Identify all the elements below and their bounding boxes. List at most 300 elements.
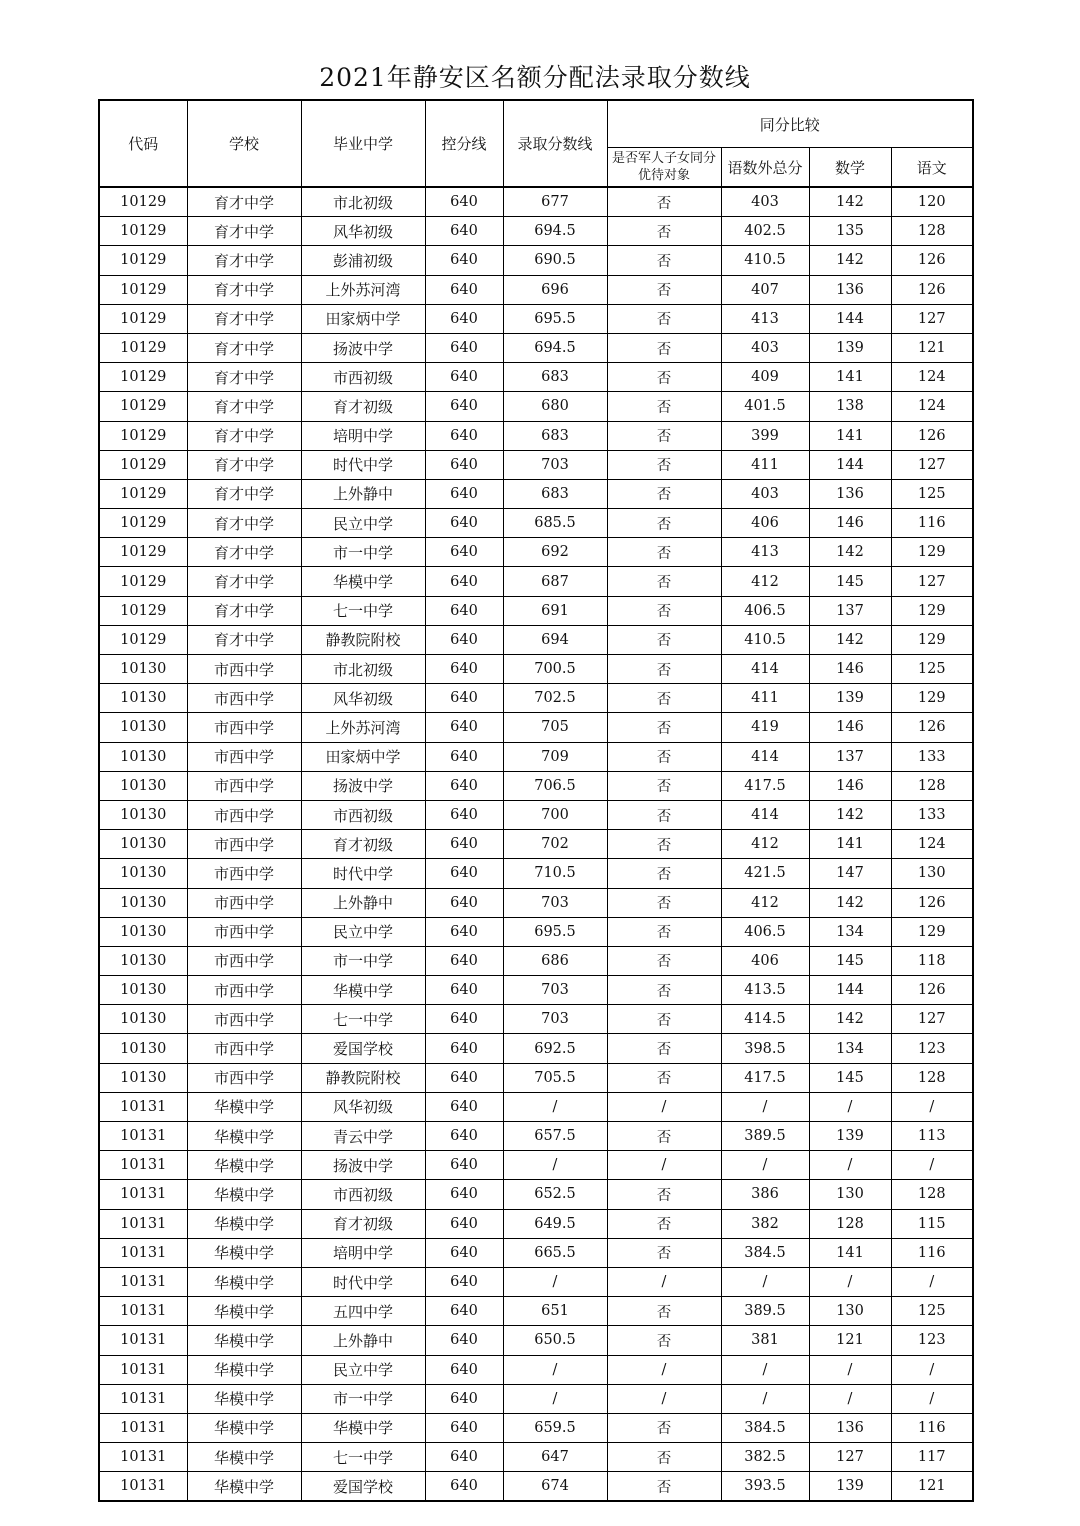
cell-admission-score: 647 [503, 1443, 607, 1472]
cell-control-line: 640 [425, 830, 503, 859]
cell-control-line: 640 [425, 246, 503, 275]
cell-math: 142 [809, 187, 891, 217]
cell-admission-score: 692.5 [503, 1034, 607, 1063]
cell-chinese: / [891, 1355, 973, 1384]
cell-math: 142 [809, 625, 891, 654]
cell-school: 市西中学 [187, 830, 301, 859]
cell-control-line: 640 [425, 1092, 503, 1121]
cell-grad-school: 培明中学 [301, 421, 425, 450]
table-row [99, 509, 973, 538]
cell-admission-score: / [503, 1092, 607, 1121]
cell-math: 142 [809, 1005, 891, 1034]
cell-control-line: 640 [425, 333, 503, 362]
table-row [99, 275, 973, 304]
cell-chinese: 115 [891, 1209, 973, 1238]
cell-control-line: 640 [425, 304, 503, 333]
cell-admission-score: 652.5 [503, 1180, 607, 1209]
cell-code: 10129 [99, 450, 187, 479]
cell-control-line: 640 [425, 1413, 503, 1442]
cell-code: 10130 [99, 713, 187, 742]
cell-school: 市西中学 [187, 800, 301, 829]
cell-code: 10130 [99, 1034, 187, 1063]
cell-control-line: 640 [425, 509, 503, 538]
cell-cme-total: 384.5 [721, 1238, 809, 1267]
cell-grad-school: 上外苏河湾 [301, 713, 425, 742]
cell-code: 10129 [99, 304, 187, 333]
table-row [99, 187, 973, 217]
cell-grad-school: 华模中学 [301, 1413, 425, 1442]
table-row [99, 1180, 973, 1209]
cell-military-priority: 否 [607, 392, 721, 421]
cell-grad-school: 市西初级 [301, 800, 425, 829]
cell-chinese: 133 [891, 742, 973, 771]
cell-cme-total: / [721, 1384, 809, 1413]
table-row [99, 946, 973, 975]
cell-math: 139 [809, 1122, 891, 1151]
cell-chinese: 120 [891, 187, 973, 217]
cell-chinese: 124 [891, 363, 973, 392]
cell-admission-score: / [503, 1267, 607, 1296]
cell-cme-total: 393.5 [721, 1472, 809, 1502]
cell-grad-school: 风华初级 [301, 684, 425, 713]
cell-admission-score: 703 [503, 976, 607, 1005]
cell-math: 145 [809, 567, 891, 596]
cell-code: 10131 [99, 1326, 187, 1355]
cell-school: 育才中学 [187, 304, 301, 333]
table-row [99, 479, 973, 508]
cell-admission-score: 651 [503, 1297, 607, 1326]
cell-control-line: 640 [425, 1297, 503, 1326]
table-row [99, 1443, 973, 1472]
cell-chinese: 113 [891, 1122, 973, 1151]
cell-admission-score: 692 [503, 538, 607, 567]
cell-school: 育才中学 [187, 246, 301, 275]
cell-control-line: 640 [425, 1063, 503, 1092]
cell-cme-total: 414.5 [721, 1005, 809, 1034]
cell-school: 华模中学 [187, 1413, 301, 1442]
cell-military-priority: 否 [607, 946, 721, 975]
cell-grad-school: 民立中学 [301, 1355, 425, 1384]
cell-school: 市西中学 [187, 917, 301, 946]
cell-military-priority: / [607, 1267, 721, 1296]
cell-school: 华模中学 [187, 1297, 301, 1326]
cell-cme-total: 406.5 [721, 917, 809, 946]
cell-control-line: 640 [425, 1005, 503, 1034]
cell-control-line: 640 [425, 771, 503, 800]
cell-military-priority: 否 [607, 800, 721, 829]
cell-control-line: 640 [425, 1122, 503, 1151]
cell-code: 10129 [99, 333, 187, 362]
cell-cme-total: 399 [721, 421, 809, 450]
cell-math: 144 [809, 976, 891, 1005]
cell-admission-score: 694.5 [503, 217, 607, 246]
cell-control-line: 640 [425, 421, 503, 450]
cell-military-priority: 否 [607, 888, 721, 917]
table-row [99, 567, 973, 596]
table-row [99, 917, 973, 946]
cell-math: / [809, 1384, 891, 1413]
cell-math: 145 [809, 946, 891, 975]
table-row [99, 888, 973, 917]
cell-admission-score: 695.5 [503, 304, 607, 333]
cell-grad-school: 市北初级 [301, 187, 425, 217]
cell-admission-score: 677 [503, 187, 607, 217]
cell-control-line: 640 [425, 917, 503, 946]
cell-military-priority: 否 [607, 246, 721, 275]
cell-chinese: 116 [891, 1238, 973, 1267]
table-row [99, 655, 973, 684]
cell-admission-score: 700 [503, 800, 607, 829]
cell-cme-total: 403 [721, 333, 809, 362]
cell-admission-score: 703 [503, 450, 607, 479]
cell-admission-score: 683 [503, 363, 607, 392]
cell-military-priority: 否 [607, 567, 721, 596]
header-military-priority: 是否军人子女同分优待对象 [607, 148, 721, 188]
cell-school: 市西中学 [187, 1063, 301, 1092]
cell-control-line: 640 [425, 1034, 503, 1063]
cell-admission-score: 685.5 [503, 509, 607, 538]
cell-chinese: / [891, 1267, 973, 1296]
cell-code: 10131 [99, 1413, 187, 1442]
cell-grad-school: 华模中学 [301, 567, 425, 596]
cell-admission-score: 703 [503, 888, 607, 917]
cell-admission-score: 674 [503, 1472, 607, 1502]
cell-code: 10130 [99, 976, 187, 1005]
cell-chinese: 126 [891, 275, 973, 304]
cell-grad-school: 上外苏河湾 [301, 275, 425, 304]
table-row [99, 1005, 973, 1034]
cell-control-line: 640 [425, 742, 503, 771]
cell-admission-score: 694 [503, 625, 607, 654]
cell-school: 华模中学 [187, 1122, 301, 1151]
cell-math: 147 [809, 859, 891, 888]
cell-admission-score: 657.5 [503, 1122, 607, 1151]
table-row [99, 1034, 973, 1063]
cell-control-line: 640 [425, 655, 503, 684]
cell-chinese: 121 [891, 1472, 973, 1502]
cell-control-line: 640 [425, 1326, 503, 1355]
table-body [99, 187, 973, 1501]
cell-school: 育才中学 [187, 421, 301, 450]
cell-military-priority: 否 [607, 859, 721, 888]
cell-admission-score: 680 [503, 392, 607, 421]
cell-math: 141 [809, 363, 891, 392]
cell-admission-score: 650.5 [503, 1326, 607, 1355]
cell-cme-total: 417.5 [721, 1063, 809, 1092]
cell-math: 142 [809, 246, 891, 275]
cell-grad-school: 时代中学 [301, 450, 425, 479]
cell-grad-school: 市一中学 [301, 538, 425, 567]
cell-school: 育才中学 [187, 450, 301, 479]
cell-school: 市西中学 [187, 655, 301, 684]
cell-math: 141 [809, 1238, 891, 1267]
cell-admission-score: 687 [503, 567, 607, 596]
table-row [99, 450, 973, 479]
cell-code: 10131 [99, 1092, 187, 1121]
table-row [99, 304, 973, 333]
cell-military-priority: 否 [607, 1034, 721, 1063]
cell-code: 10130 [99, 684, 187, 713]
cell-cme-total: 413 [721, 538, 809, 567]
cell-chinese: 128 [891, 217, 973, 246]
cell-cme-total: 403 [721, 479, 809, 508]
cell-admission-score: / [503, 1355, 607, 1384]
cell-grad-school: 市西初级 [301, 363, 425, 392]
cell-control-line: 640 [425, 187, 503, 217]
cell-grad-school: 华模中学 [301, 976, 425, 1005]
cell-control-line: 640 [425, 596, 503, 625]
cell-cme-total: / [721, 1267, 809, 1296]
cell-math: 127 [809, 1443, 891, 1472]
cell-chinese: 116 [891, 509, 973, 538]
cell-cme-total: 389.5 [721, 1122, 809, 1151]
cell-admission-score: 691 [503, 596, 607, 625]
table-row [99, 800, 973, 829]
cell-math: 146 [809, 655, 891, 684]
cell-school: 华模中学 [187, 1355, 301, 1384]
cell-code: 10130 [99, 946, 187, 975]
cell-military-priority: 否 [607, 509, 721, 538]
cell-chinese: 126 [891, 976, 973, 1005]
cell-math: 136 [809, 275, 891, 304]
cell-chinese: 129 [891, 917, 973, 946]
cell-chinese: 125 [891, 1297, 973, 1326]
cell-military-priority: 否 [607, 976, 721, 1005]
cell-cme-total: 411 [721, 684, 809, 713]
cell-chinese: 123 [891, 1034, 973, 1063]
cell-military-priority: / [607, 1092, 721, 1121]
cell-math: / [809, 1267, 891, 1296]
cell-school: 市西中学 [187, 859, 301, 888]
cell-military-priority: 否 [607, 596, 721, 625]
cell-military-priority: 否 [607, 538, 721, 567]
cell-school: 育才中学 [187, 187, 301, 217]
cell-cme-total: 402.5 [721, 217, 809, 246]
cell-cme-total: 384.5 [721, 1413, 809, 1442]
table-row [99, 830, 973, 859]
table-row [99, 1238, 973, 1267]
cell-code: 10130 [99, 917, 187, 946]
header-code: 代码 [99, 100, 187, 187]
cell-military-priority: 否 [607, 684, 721, 713]
cell-control-line: 640 [425, 859, 503, 888]
cell-military-priority: 否 [607, 1443, 721, 1472]
cell-military-priority: 否 [607, 304, 721, 333]
cell-chinese: 118 [891, 946, 973, 975]
cell-admission-score: 702.5 [503, 684, 607, 713]
cell-grad-school: 扬波中学 [301, 333, 425, 362]
cell-admission-score: 710.5 [503, 859, 607, 888]
cell-grad-school: 七一中学 [301, 1005, 425, 1034]
cell-school: 市西中学 [187, 1005, 301, 1034]
cell-math: 139 [809, 684, 891, 713]
cell-control-line: 640 [425, 976, 503, 1005]
table-row [99, 1209, 973, 1238]
cell-grad-school: 彭浦初级 [301, 246, 425, 275]
cell-code: 10130 [99, 771, 187, 800]
cell-admission-score: 665.5 [503, 1238, 607, 1267]
cell-code: 10131 [99, 1384, 187, 1413]
cell-math: 136 [809, 479, 891, 508]
cell-cme-total: / [721, 1355, 809, 1384]
cell-admission-score: 690.5 [503, 246, 607, 275]
cell-math: / [809, 1092, 891, 1121]
cell-math: 142 [809, 538, 891, 567]
cell-cme-total: 382.5 [721, 1443, 809, 1472]
cell-school: 华模中学 [187, 1209, 301, 1238]
cell-grad-school: 市一中学 [301, 1384, 425, 1413]
cell-math: 128 [809, 1209, 891, 1238]
admission-score-table [98, 99, 974, 1502]
cell-cme-total: 412 [721, 830, 809, 859]
cell-school: 育才中学 [187, 567, 301, 596]
cell-cme-total: 414 [721, 800, 809, 829]
cell-chinese: 127 [891, 304, 973, 333]
cell-grad-school: 时代中学 [301, 859, 425, 888]
table-row [99, 859, 973, 888]
cell-grad-school: 爱国学校 [301, 1034, 425, 1063]
cell-school: 市西中学 [187, 946, 301, 975]
cell-chinese: 123 [891, 1326, 973, 1355]
cell-control-line: 640 [425, 1443, 503, 1472]
header-cme-total: 语数外总分 [721, 148, 809, 188]
cell-math: 139 [809, 1472, 891, 1502]
cell-school: 育才中学 [187, 625, 301, 654]
cell-code: 10130 [99, 1063, 187, 1092]
cell-chinese: 128 [891, 771, 973, 800]
cell-chinese: 126 [891, 421, 973, 450]
cell-chinese: 133 [891, 800, 973, 829]
cell-military-priority: 否 [607, 187, 721, 217]
cell-chinese: 125 [891, 655, 973, 684]
cell-math: 134 [809, 1034, 891, 1063]
table-row [99, 1267, 973, 1296]
cell-math: 138 [809, 392, 891, 421]
cell-chinese: 126 [891, 246, 973, 275]
table-row [99, 363, 973, 392]
cell-military-priority: 否 [607, 363, 721, 392]
table-row [99, 1063, 973, 1092]
cell-code: 10129 [99, 538, 187, 567]
cell-control-line: 640 [425, 888, 503, 917]
cell-military-priority: 否 [607, 917, 721, 946]
cell-chinese: / [891, 1151, 973, 1180]
cell-cme-total: / [721, 1151, 809, 1180]
cell-cme-total: 401.5 [721, 392, 809, 421]
table-row [99, 333, 973, 362]
cell-control-line: 640 [425, 1151, 503, 1180]
cell-school: 市西中学 [187, 976, 301, 1005]
cell-control-line: 640 [425, 946, 503, 975]
cell-cme-total: 413.5 [721, 976, 809, 1005]
cell-math: 134 [809, 917, 891, 946]
cell-military-priority: 否 [607, 742, 721, 771]
cell-code: 10129 [99, 275, 187, 304]
cell-control-line: 640 [425, 800, 503, 829]
cell-grad-school: 上外静中 [301, 888, 425, 917]
header-chinese: 语文 [891, 148, 973, 188]
cell-chinese: 128 [891, 1063, 973, 1092]
cell-military-priority: 否 [607, 1180, 721, 1209]
cell-cme-total: 406.5 [721, 596, 809, 625]
cell-control-line: 640 [425, 1384, 503, 1413]
cell-code: 10129 [99, 509, 187, 538]
cell-code: 10129 [99, 217, 187, 246]
cell-grad-school: 市西初级 [301, 1180, 425, 1209]
table-row [99, 742, 973, 771]
cell-school: 育才中学 [187, 538, 301, 567]
cell-control-line: 640 [425, 1355, 503, 1384]
cell-math: 142 [809, 800, 891, 829]
cell-grad-school: 扬波中学 [301, 771, 425, 800]
cell-admission-score: 706.5 [503, 771, 607, 800]
cell-chinese: 126 [891, 713, 973, 742]
table-row [99, 1326, 973, 1355]
cell-code: 10130 [99, 655, 187, 684]
cell-school: 育才中学 [187, 363, 301, 392]
table-row [99, 1151, 973, 1180]
cell-math: 145 [809, 1063, 891, 1092]
cell-cme-total: 411 [721, 450, 809, 479]
cell-military-priority: / [607, 1151, 721, 1180]
cell-grad-school: 育才初级 [301, 392, 425, 421]
cell-math: / [809, 1355, 891, 1384]
cell-code: 10129 [99, 187, 187, 217]
cell-grad-school: 青云中学 [301, 1122, 425, 1151]
cell-military-priority: 否 [607, 1413, 721, 1442]
cell-military-priority: / [607, 1355, 721, 1384]
cell-school: 市西中学 [187, 713, 301, 742]
cell-grad-school: 风华初级 [301, 1092, 425, 1121]
cell-admission-score: 683 [503, 421, 607, 450]
cell-code: 10130 [99, 742, 187, 771]
cell-control-line: 640 [425, 625, 503, 654]
cell-math: 144 [809, 450, 891, 479]
cell-military-priority: 否 [607, 1326, 721, 1355]
cell-military-priority: 否 [607, 771, 721, 800]
cell-control-line: 640 [425, 1267, 503, 1296]
cell-code: 10131 [99, 1122, 187, 1151]
table-row [99, 713, 973, 742]
cell-cme-total: 403 [721, 187, 809, 217]
cell-control-line: 640 [425, 1209, 503, 1238]
table-row [99, 1413, 973, 1442]
cell-code: 10129 [99, 246, 187, 275]
cell-code: 10129 [99, 567, 187, 596]
cell-code: 10129 [99, 421, 187, 450]
cell-school: 市西中学 [187, 888, 301, 917]
table-row [99, 538, 973, 567]
cell-code: 10131 [99, 1238, 187, 1267]
cell-chinese: 129 [891, 538, 973, 567]
cell-control-line: 640 [425, 1472, 503, 1502]
cell-math: 130 [809, 1180, 891, 1209]
cell-math: 139 [809, 333, 891, 362]
cell-math: 144 [809, 304, 891, 333]
cell-grad-school: 七一中学 [301, 1443, 425, 1472]
cell-chinese: 127 [891, 450, 973, 479]
cell-code: 10131 [99, 1355, 187, 1384]
cell-admission-score: 702 [503, 830, 607, 859]
cell-control-line: 640 [425, 392, 503, 421]
cell-cme-total: 410.5 [721, 246, 809, 275]
cell-control-line: 640 [425, 275, 503, 304]
cell-grad-school: 民立中学 [301, 917, 425, 946]
cell-chinese: / [891, 1092, 973, 1121]
cell-military-priority: 否 [607, 1122, 721, 1151]
cell-school: 华模中学 [187, 1326, 301, 1355]
cell-grad-school: 七一中学 [301, 596, 425, 625]
